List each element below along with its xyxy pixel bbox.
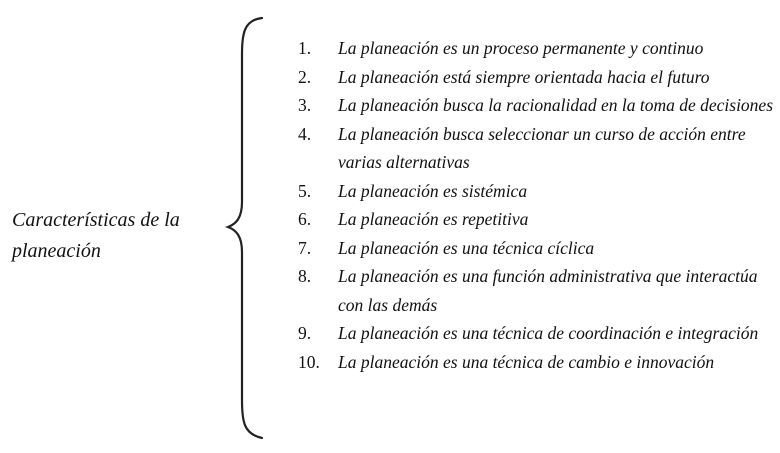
item-text: La planeación es una técnica de coordinación e integración [338,323,759,343]
item-text: La planeación es una técnica de cambio e innovación [338,351,715,372]
list-item [298,63,776,92]
item-number: 10. [298,351,320,372]
item-number: 2. [298,66,312,87]
item-number: 7. [298,237,312,258]
curly-brace-icon [222,14,270,442]
item-number: 3. [298,95,312,115]
item-text: La planeación es sistémica [338,180,528,201]
item-number: 4. [298,123,312,144]
item-number: 1. [298,38,312,58]
list-item [298,262,776,319]
list-item [298,91,776,120]
item-text: La planeación es una función administrativa que interactúa con las demás [338,266,758,315]
list-item [298,205,776,234]
list-item [298,177,776,206]
item-number: 6. [298,209,312,229]
item-text: La planeación es una técnica cíclica [338,237,595,258]
list-item [298,234,776,263]
list-item [298,34,776,63]
list-item [298,319,776,348]
item-text: La planeación busca seleccionar un curso de acción entre varias alternativas [338,123,746,172]
list-item [298,120,776,177]
item-text: La planeación busca la racionalidad en la toma de decisiones [338,95,774,115]
item-text: La planeación está siempre orientada hacia el futuro [338,66,710,87]
item-number: 9. [298,323,312,343]
item-text: La planeación es repetitiva [338,209,529,229]
characteristics-list [298,34,776,376]
item-number: 8. [298,266,312,286]
list-item [298,348,776,377]
item-text: La planeación es un proceso permanente y continuo [338,38,704,58]
diagram-title: Características de la planeación [12,209,180,262]
item-number: 5. [298,180,312,201]
